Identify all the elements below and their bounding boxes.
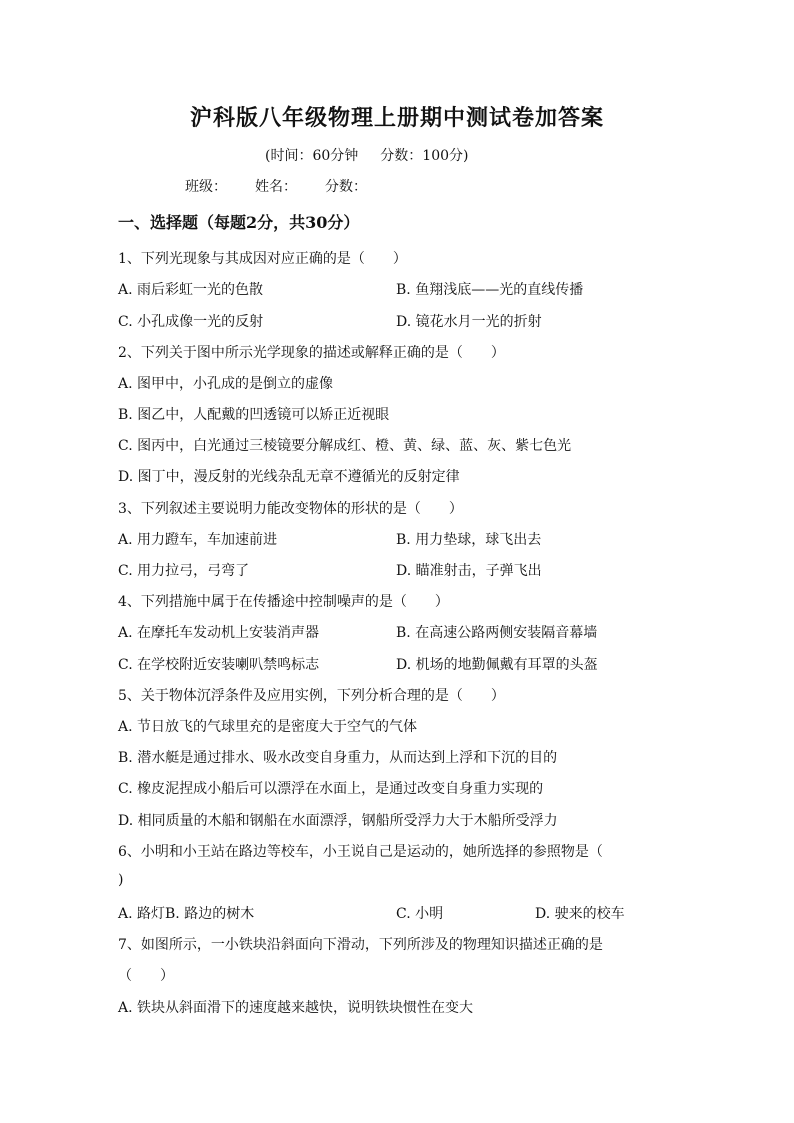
exam-total-score: 分数：100分) <box>380 148 469 164</box>
option-c: C. 用力拉弓，弓弯了 <box>118 563 250 579</box>
question-stem: 3、下列叙述主要说明力能改变物体的形状的是（ ） <box>118 501 463 517</box>
option-a: A. 用力蹬车，车加速前进 <box>118 532 278 548</box>
option-a: A. 图甲中，小孔成的是倒立的虚像 <box>118 376 334 392</box>
option-c: C. 小孔成像一光的反射 <box>118 314 264 330</box>
question-stem: 1、下列光现象与其成因对应正确的是（ ） <box>118 251 407 267</box>
option-d: D. 驶来的校车 <box>535 906 625 922</box>
option-b: B. 潜水艇是通过排水、吸水改变自身重力，从而达到上浮和下沉的目的 <box>118 750 558 766</box>
question-stem: 4、下列措施中属于在传播途中控制噪声的是（ ） <box>118 594 449 610</box>
question-stem: 2、下列关于图中所示光学现象的描述或解释正确的是（ ） <box>118 345 505 361</box>
exam-time-score <box>265 145 490 165</box>
option-b: B. 用力垫球，球飞出去 <box>396 532 542 548</box>
option-c: C. 图丙中，白光通过三棱镜要分解成红、橙、黄、绿、蓝、灰、紫七色光 <box>118 438 572 454</box>
option-a: A. 铁块从斜面滑下的速度越来越快，说明铁块惯性在变大 <box>118 1000 474 1016</box>
exam-time: (时间：60分钟 <box>265 148 359 164</box>
question-stem-continued: （ ） <box>118 968 174 984</box>
option-c: C. 在学校附近安装喇叭禁鸣标志 <box>118 657 320 673</box>
option-b: B. 图乙中，人配戴的凹透镜可以矫正近视眼 <box>118 407 390 423</box>
section-heading: 一、选择题（每题2分，共30分） <box>118 213 360 232</box>
question-stem: 5、关于物体沉浮条件及应用实例，下列分析合理的是（ ） <box>118 688 505 704</box>
option-d: D. 相同质量的木船和钢船在水面漂浮，钢船所受浮力大于木船所受浮力 <box>118 813 558 829</box>
option-b: B. 在高速公路两侧安装隔音幕墙 <box>396 625 598 641</box>
option-c: C. 小明 <box>396 906 444 922</box>
option-a: A. 在摩托车发动机上安装消声器 <box>118 625 320 641</box>
name-field-label: 姓名： <box>255 179 297 195</box>
class-field-label: 班级： <box>185 179 227 195</box>
option-d: D. 机场的地勤佩戴有耳罩的头盔 <box>396 657 598 673</box>
option-a: A. 雨后彩虹一光的色散 <box>118 282 264 298</box>
option-b: B. 鱼翔浅底——光的直线传播 <box>396 282 584 298</box>
page-title: 沪科版八年级物理上册期中测试卷加答案 <box>189 105 604 131</box>
option-a-b: A. 路灯B. 路边的树木 <box>118 906 255 922</box>
score-field-label: 分数： <box>325 179 367 195</box>
option-d: D. 图丁中，漫反射的光线杂乱无章不遵循光的反射定律 <box>118 469 460 485</box>
student-info-fields <box>185 176 395 196</box>
question-stem-continued: ) <box>118 872 124 888</box>
option-d: D. 瞄准射击，子弹飞出 <box>396 563 542 579</box>
option-c: C. 橡皮泥捏成小船后可以漂浮在水面上，是通过改变自身重力实现的 <box>118 781 544 797</box>
question-stem: 6、小明和小王站在路边等校车，小王说自己是运动的，她所选择的参照物是（ <box>118 844 603 860</box>
option-d: D. 镜花水月一光的折射 <box>396 314 542 330</box>
question-stem: 7、如图所示，一小铁块沿斜面向下滑动，下列所涉及的物理知识描述正确的是 <box>118 937 603 953</box>
option-a: A. 节日放飞的气球里充的是密度大于空气的气体 <box>118 719 418 735</box>
